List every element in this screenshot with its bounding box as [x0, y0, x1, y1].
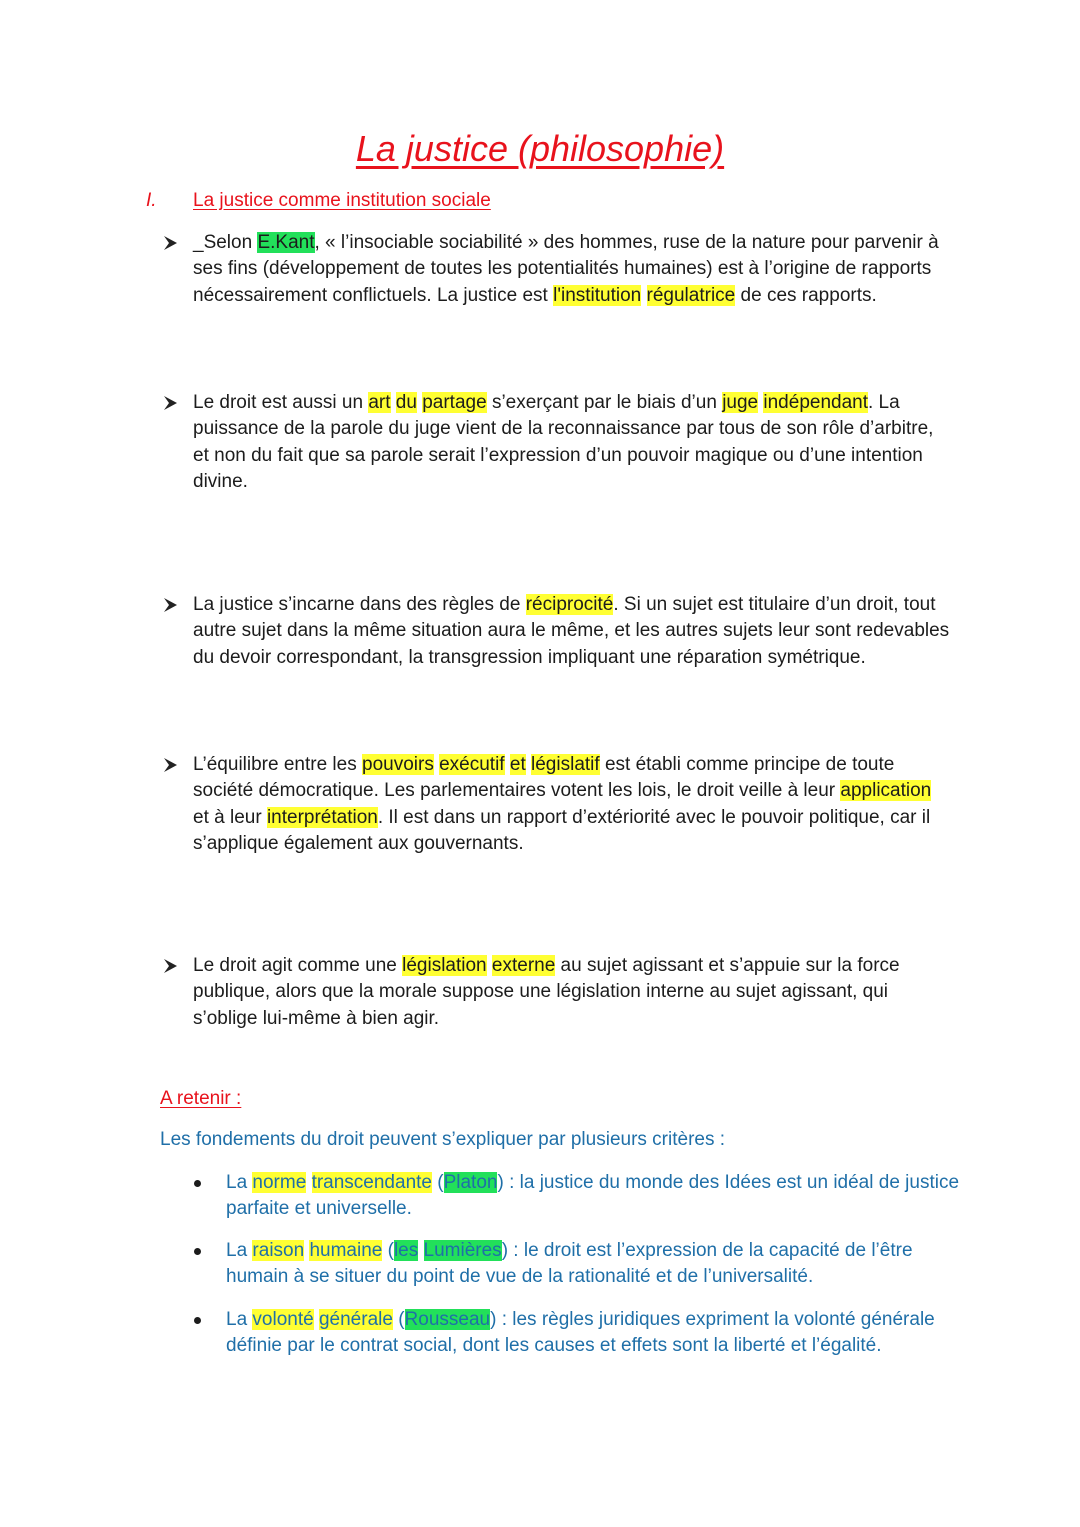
highlighted-term: partage: [422, 392, 487, 413]
bullet-dot-icon: [194, 1248, 201, 1255]
retenir-heading: A retenir :: [160, 1088, 242, 1109]
highlighted-term: transcendante: [311, 1172, 432, 1193]
highlighted-term: exécutif: [439, 754, 505, 775]
text-run: ) : la justice du monde des Idées est un idéal de justice parfaite et universelle.: [226, 1172, 960, 1220]
bullet-text: [193, 752, 950, 857]
text-run: La: [226, 1172, 253, 1193]
highlighted-term: volonté: [252, 1309, 314, 1330]
highlighted-term: réciprocité: [525, 594, 614, 615]
text-run: et à leur: [193, 806, 267, 828]
text-run: ) : le droit est l’expression de la capacité de l’être humain à se situer du point de vue de la rationalité et de l’universalité.: [226, 1240, 913, 1288]
arrow-bullet-icon: [160, 391, 182, 415]
text-run: (: [431, 1172, 444, 1193]
highlighted-term: régulatrice: [646, 284, 736, 306]
point-text: [226, 1238, 964, 1291]
highlighted-term: pouvoirs: [362, 754, 434, 775]
highlighted-name: E.Kant: [257, 232, 315, 253]
point-text: [226, 1170, 964, 1223]
highlighted-term: législatif: [531, 754, 600, 775]
highlighted-name: Lumières: [423, 1240, 502, 1261]
text-run: , « l’insociable sociabilité » des hommes, ruse de la nature pour parvenir à ses fins (développement de toutes les potentialités humaines) est à l’origine de rapports nécessairement conflictuels. La justice est: [193, 232, 939, 306]
highlighted-term: externe: [491, 955, 556, 976]
highlighted-term: et: [509, 754, 526, 775]
text-run: de ces rapports.: [735, 284, 877, 306]
arrow-bullet-icon: [160, 954, 182, 978]
text-run: au sujet agissant et s’appuie sur la force publique, alors que la morale suppose une législation interne au sujet agissant, qui s’oblige lui-même à bien agir.: [193, 955, 900, 1029]
highlighted-term: norme: [252, 1172, 307, 1193]
arrow-bullet-icon: [160, 593, 182, 617]
section-heading: [146, 190, 491, 212]
bullet-dot-icon: [194, 1317, 201, 1324]
bullet-text: [193, 592, 950, 671]
text-run: La justice s’incarne dans des règles de: [193, 594, 526, 615]
text-run: L’équilibre entre les: [193, 754, 362, 775]
highlighted-term: indépendant: [763, 392, 868, 413]
text-run: [391, 392, 396, 413]
highlighted-term: législation: [402, 955, 487, 976]
text-run: La: [226, 1309, 253, 1330]
arrow-bullet-item: [160, 592, 950, 671]
highlighted-term: juge: [722, 392, 759, 413]
highlighted-term: du: [395, 392, 417, 413]
text-run: [306, 1172, 311, 1193]
highlighted-term: art: [368, 392, 391, 413]
text-run: [418, 1240, 423, 1261]
bullet-text: [193, 953, 950, 1032]
bullet-dot-icon: [194, 1180, 201, 1187]
text-run: est établi comme principe de toute société démocratique. Les parlementaires votent les lois, le droit veille à leur: [193, 754, 895, 802]
highlighted-name: Platon: [443, 1172, 498, 1193]
arrow-bullet-icon: [160, 231, 182, 255]
highlighted-term: l'institution: [553, 284, 642, 306]
text-run: La: [226, 1240, 253, 1261]
highlighted-term: interprétation: [266, 806, 378, 828]
text-run: [641, 285, 646, 306]
text-run: _Selon: [193, 232, 258, 253]
page-title: La justice (philosophie): [355, 128, 725, 169]
text-run: . La puissance de la parole du juge vient de la reconnaissance par tous de son rôle d’arbitre, et non du fait que sa parole serait l’expression d’un pouvoir magique ou d’une intention divine.: [193, 392, 934, 492]
highlighted-term: application: [840, 780, 932, 802]
bullet-text: [193, 390, 950, 495]
section-number: I.: [146, 190, 157, 211]
text-run: . Si un sujet est titulaire d’un droit, tout autre sujet dans la même situation aura le même, et les autres sujets leur sont redevables du devoir correspondant, la transgression impliquant une réparation symétrique.: [193, 594, 950, 668]
arrow-bullet-item: [160, 752, 950, 857]
dot-list-item: [194, 1307, 964, 1360]
highlighted-name: Rousseau: [404, 1309, 491, 1330]
text-run: (: [382, 1240, 394, 1261]
highlighted-term: humaine: [309, 1240, 383, 1261]
highlighted-term: générale: [318, 1309, 393, 1330]
highlighted-term: raison: [252, 1240, 305, 1261]
text-run: s’exerçant par le biais d’un: [486, 392, 723, 413]
intro-text: Les fondements du droit peuvent s’expliquer par plusieurs critères :: [160, 1129, 726, 1150]
text-run: Le droit agit comme une: [193, 955, 403, 976]
text-run: (: [392, 1309, 405, 1330]
arrow-bullet-icon: [160, 753, 182, 777]
arrow-bullet-item: [160, 230, 950, 309]
point-text: [226, 1307, 964, 1360]
text-run: . Il est dans un rapport d’extériorité avec le pouvoir politique, car il s’applique également aux gouvernants.: [193, 806, 931, 854]
arrow-bullet-item: [160, 390, 950, 495]
text-run: Le droit est aussi un: [193, 392, 369, 413]
dot-list-item: [194, 1238, 964, 1291]
highlighted-name: les: [393, 1240, 419, 1261]
section-label: La justice comme institution sociale: [193, 190, 491, 211]
dot-list-item: [194, 1170, 964, 1223]
text-run: ) : les règles juridiques expriment la volonté générale définie par le contrat social, dont les causes et effets sont la liberté et l’égalité.: [226, 1309, 935, 1357]
arrow-bullet-item: [160, 953, 950, 1032]
bullet-text: [193, 230, 950, 309]
